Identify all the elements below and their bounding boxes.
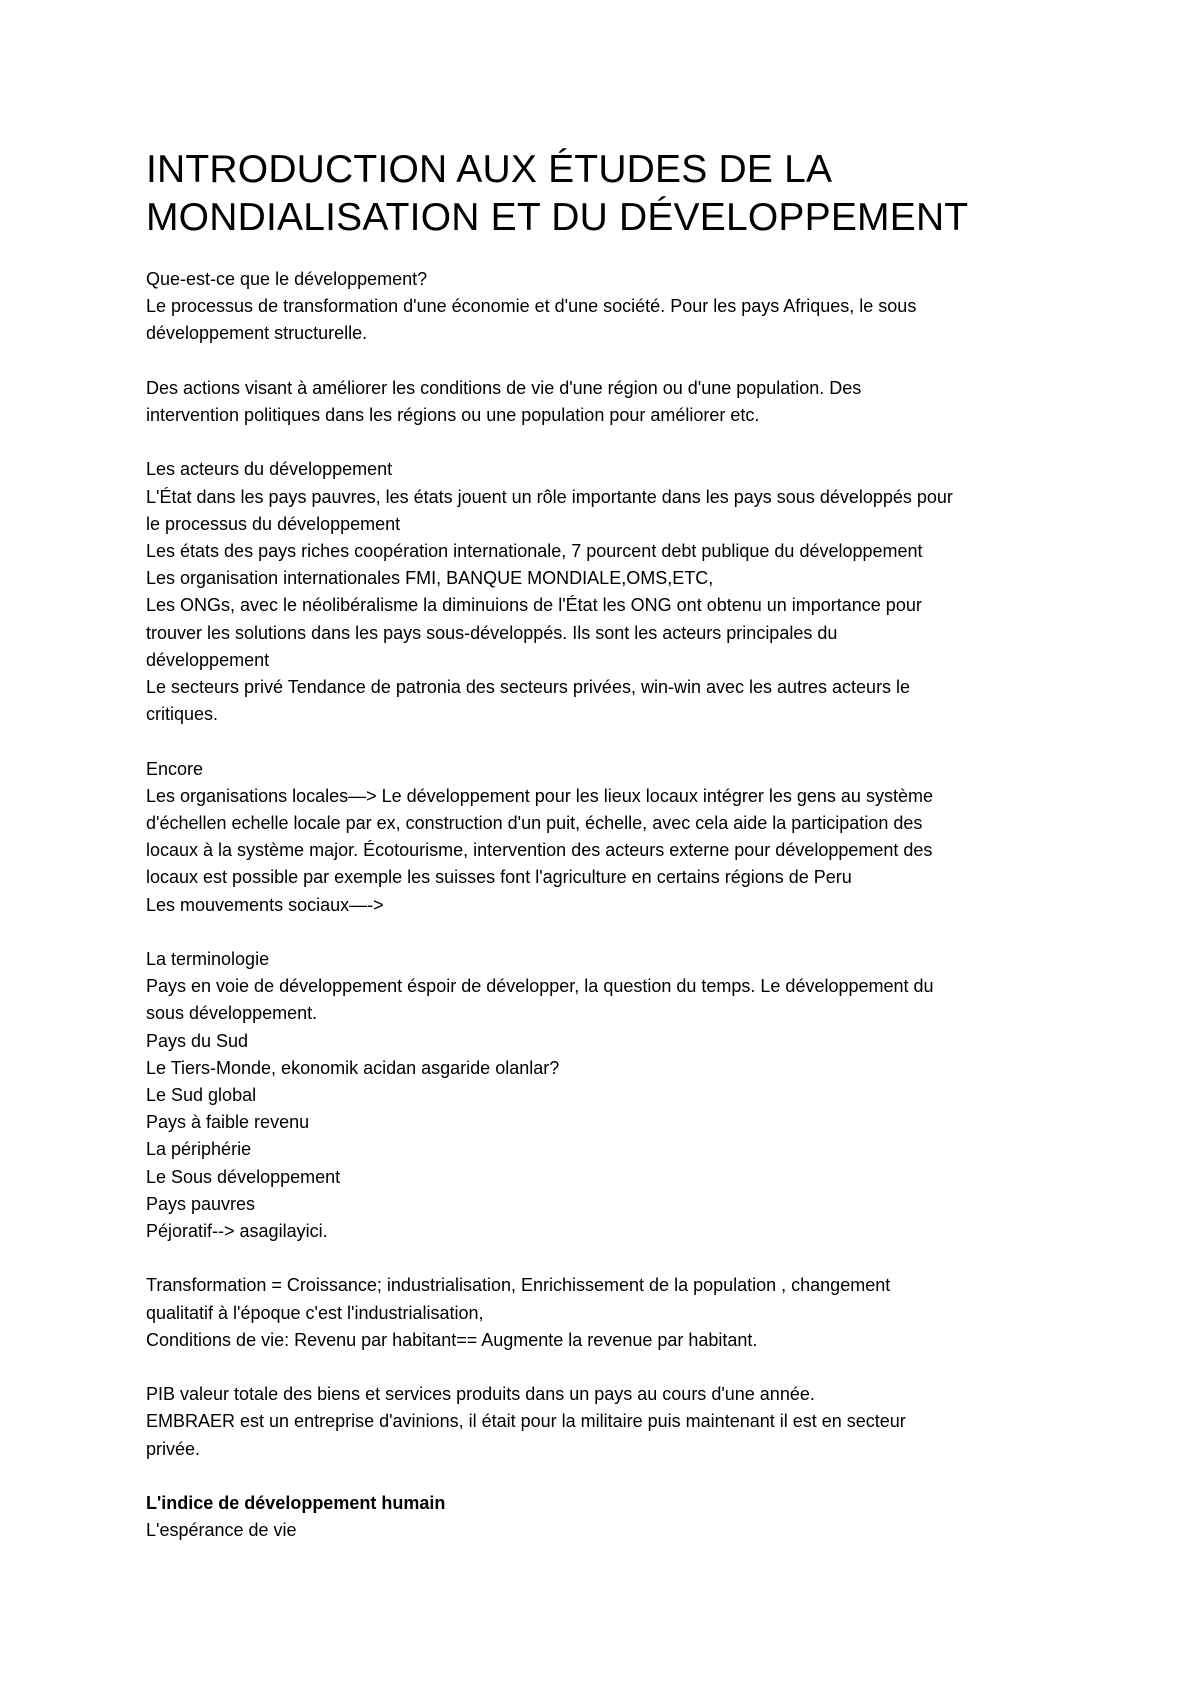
text-line: EMBRAER est un entreprise d'avinions, il était pour la militaire puis maintenant il est en secteur bbox=[146, 1411, 906, 1432]
text-line: L'État dans les pays pauvres, les états jouent un rôle importante dans les pays sous développés pour bbox=[146, 486, 953, 507]
text-line: Les organisations locales—> Le développement pour les lieux locaux intégrer les gens au système bbox=[146, 785, 933, 806]
text-line: sous développement. bbox=[146, 1003, 318, 1024]
text-line: La périphérie bbox=[146, 1139, 252, 1160]
text-line: Des actions visant à améliorer les conditions de vie d'une région ou d'une population. Des bbox=[146, 377, 862, 398]
paragraph bbox=[146, 1272, 1066, 1354]
text-line: développement structurelle. bbox=[146, 323, 368, 344]
text-line: Les ONGs, avec le néolibéralisme la diminuions de l'État les ONG ont obtenu un importance pour bbox=[146, 595, 922, 616]
blank-line bbox=[146, 1463, 1066, 1490]
text-line: Transformation = Croissance; industrialisation, Enrichissement de la population , changement bbox=[146, 1275, 891, 1296]
text-line: Pays en voie de développement éspoir de développer, la question du temps. Le développement du bbox=[146, 976, 934, 997]
paragraph bbox=[146, 756, 1066, 919]
text-line: Le Sud global bbox=[146, 1085, 257, 1106]
text-line: PIB valeur totale des biens et services produits dans un pays au cours d'une année. bbox=[146, 1384, 815, 1405]
title-line: MONDIALISATION ET DU DÉVELOPPEMENT bbox=[146, 196, 969, 239]
text-line: Encore bbox=[146, 758, 204, 779]
text-line: Les états des pays riches coopération internationale, 7 pourcent debt publique du développement bbox=[146, 541, 923, 561]
blank-line bbox=[146, 1245, 1066, 1272]
text-line: Pays à faible revenu bbox=[146, 1112, 310, 1133]
text-line: intervention politiques dans les régions ou une population pour améliorer etc. bbox=[146, 405, 760, 425]
text-line: Le Sous développement bbox=[146, 1166, 341, 1187]
text-line: développement bbox=[146, 649, 270, 670]
text-line: Péjoratif--> asagilayici. bbox=[146, 1221, 328, 1242]
document-content bbox=[146, 146, 1066, 1544]
paragraph bbox=[146, 946, 1066, 1245]
text-line: Les acteurs du développement bbox=[146, 459, 393, 480]
text-line: Le secteurs privé Tendance de patronia des secteurs privées, win-win avec les autres acteurs le bbox=[146, 677, 911, 698]
document-title bbox=[146, 146, 1066, 242]
paragraph bbox=[146, 375, 1066, 429]
section-heading: L'indice de développement humain bbox=[146, 1493, 446, 1514]
text-line: Le Tiers-Monde, ekonomik acidan asgaride olanlar? bbox=[146, 1057, 560, 1078]
blank-line bbox=[146, 1354, 1066, 1381]
text-line: La terminologie bbox=[146, 949, 270, 970]
text-line: trouver les solutions dans les pays sous-développés. Ils sont les acteurs principales du bbox=[146, 622, 838, 643]
blank-line bbox=[146, 348, 1066, 375]
text-line: Les mouvements sociaux—-> bbox=[146, 894, 384, 915]
text-line: le processus du développement bbox=[146, 513, 401, 534]
blank-line bbox=[146, 728, 1066, 755]
text-line: d'échellen echelle locale par ex, construction d'un puit, échelle, avec cela aide la participation des bbox=[146, 813, 923, 834]
text-line: critiques. bbox=[146, 704, 219, 725]
text-line: Conditions de vie: Revenu par habitant== Augmente la revenue par habitant. bbox=[146, 1329, 758, 1350]
blank-line bbox=[146, 429, 1066, 456]
text-line: locaux est possible par exemple les suisses font l'agriculture en certains régions de Peru bbox=[146, 867, 852, 888]
text-line: locaux à la système major. Écotourisme, intervention des acteurs externe pour développement des bbox=[146, 840, 933, 861]
title-line: INTRODUCTION AUX ÉTUDES DE LA bbox=[146, 148, 833, 191]
paragraph bbox=[146, 1381, 1066, 1463]
paragraph bbox=[146, 1490, 1066, 1544]
paragraph bbox=[146, 456, 1066, 728]
paragraph bbox=[146, 266, 1066, 348]
document-body bbox=[146, 266, 1066, 1544]
text-line: Pays pauvres bbox=[146, 1193, 256, 1214]
text-line: qualitatif à l'époque c'est l'industrialisation, bbox=[146, 1302, 484, 1323]
text-line: privée. bbox=[146, 1438, 201, 1459]
text-line: Pays du Sud bbox=[146, 1030, 249, 1051]
text-line: L'espérance de vie bbox=[146, 1520, 297, 1541]
text-line: Les organisation internationales FMI, BANQUE MONDIALE,OMS,ETC, bbox=[146, 568, 714, 589]
blank-line bbox=[146, 919, 1066, 946]
text-line: Que-est-ce que le développement? bbox=[146, 269, 428, 289]
text-line: Le processus de transformation d'une économie et d'une société. Pour les pays Afriques, le sous bbox=[146, 296, 917, 317]
